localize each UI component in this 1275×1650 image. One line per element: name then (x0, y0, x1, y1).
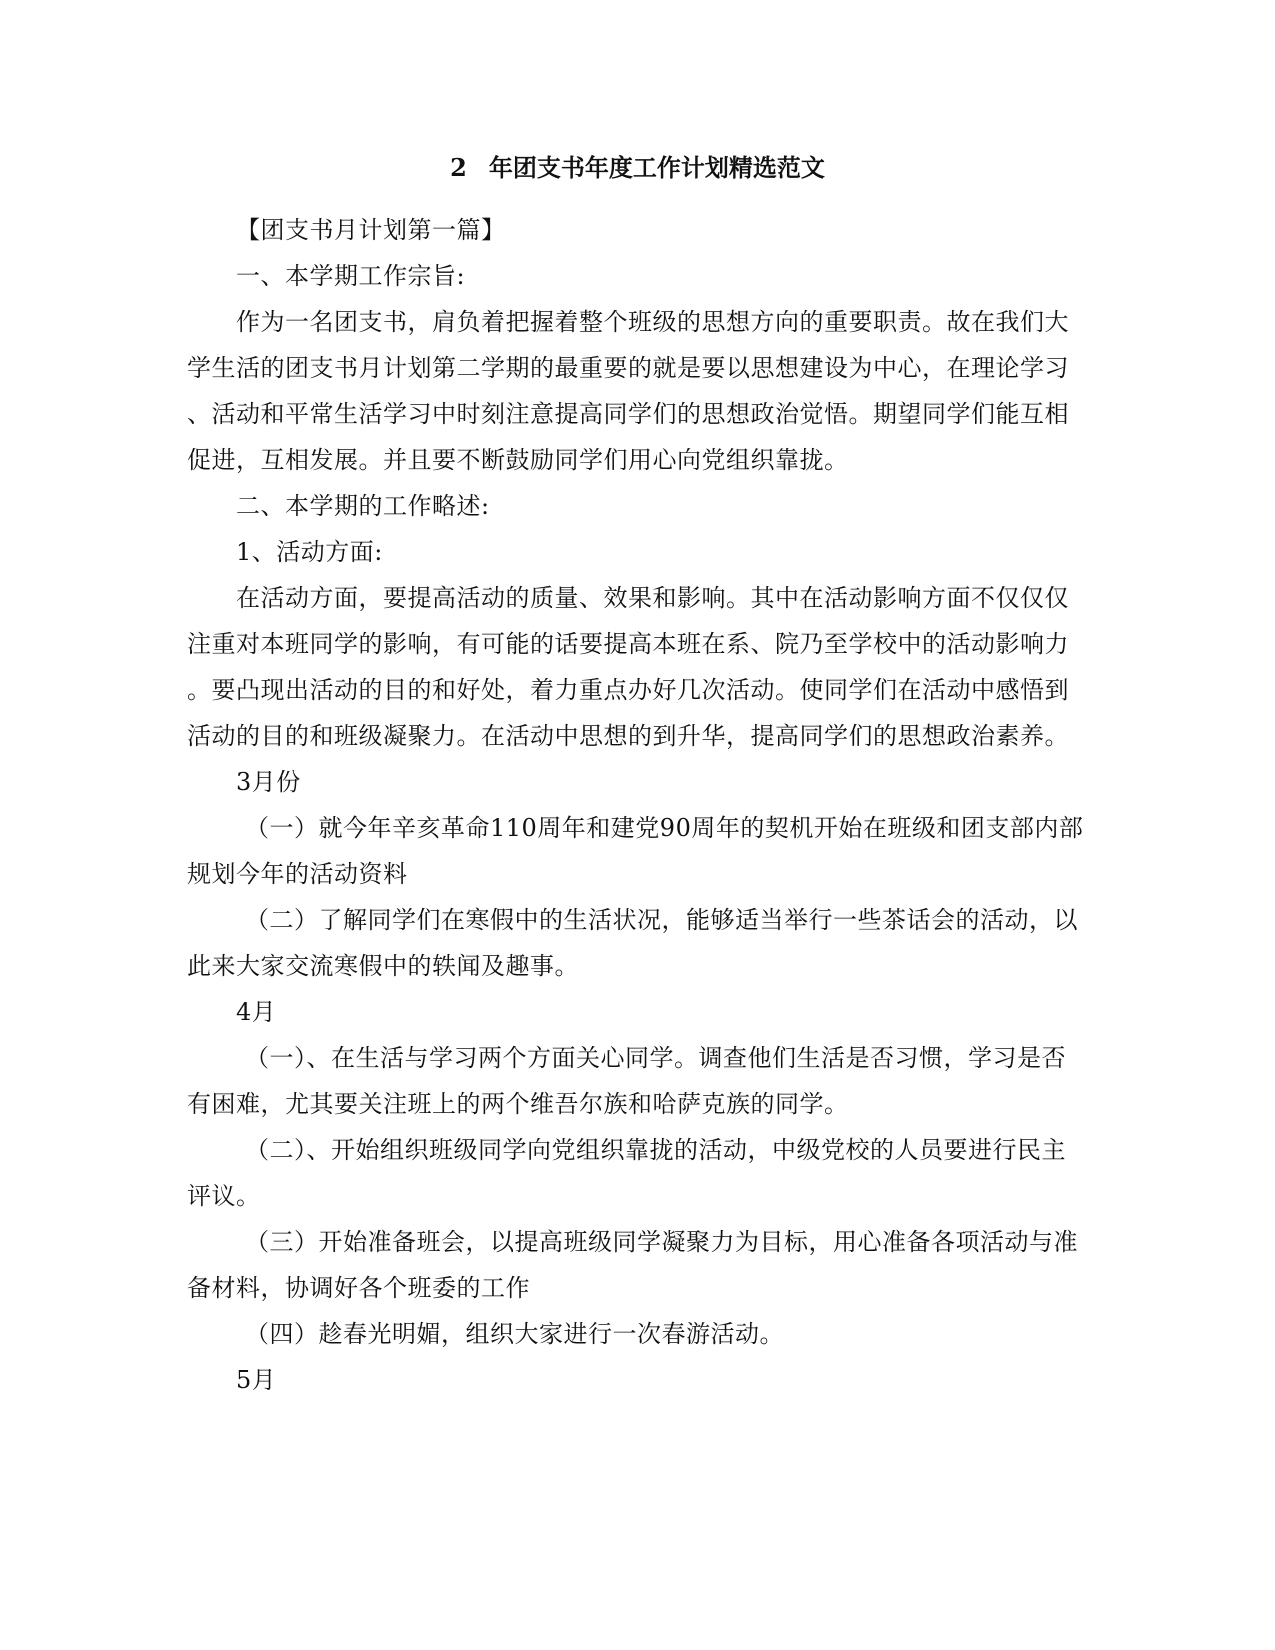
list-item-line: （二）了解同学们在寒假中的生活状况，能够适当举行一些茶话会的活动，以 (245, 906, 1078, 934)
list-item-line: 评议。 (187, 1182, 261, 1210)
paragraph-line: 活动的目的和班级凝聚力。在活动中思想的到升华，提高同学们的思想政治素养。 (187, 722, 1069, 750)
list-item-line: 有困难，尤其要关注班上的两个维吾尔族和哈萨克族的同学。 (187, 1090, 849, 1118)
month-heading-may: 5月 (236, 1366, 277, 1394)
list-item-line: （二）、开始组织班级同学向党组织靠拢的活动，中级党校的人员要进行民主 (245, 1136, 1066, 1164)
month-heading-march: 3月份 (236, 768, 301, 796)
list-item-line: 规划今年的活动资料 (187, 860, 408, 888)
list-item-line: （一）、在生活与学习两个方面关心同学。调查他们生活是否习惯，学习是否 (245, 1044, 1066, 1072)
paragraph-line: 促进，互相发展。并且要不断鼓励同学们用心向党组织靠拢。 (187, 446, 849, 474)
heading-purpose: 一、本学期工作宗旨: (236, 262, 466, 290)
list-item-line: （四）趁春光明媚，组织大家进行一次春游活动。 (245, 1320, 784, 1348)
paragraph-line: 、活动和平常生活学习中时刻注意提高同学们的思想政治觉悟。期望同学们能互相 (187, 400, 1069, 428)
paragraph-line: 。要凸现出活动的目的和好处，着力重点办好几次活动。使同学们在活动中感悟到 (187, 676, 1069, 704)
list-item-line: （一）就今年辛亥革命110周年和建党90周年的契机开始在班级和团支部内部 (245, 814, 1084, 842)
heading-overview: 二、本学期的工作略述: (236, 492, 490, 520)
paragraph-line: 在活动方面，要提高活动的质量、效果和影响。其中在活动影响方面不仅仅仅 (236, 584, 1069, 612)
title-text: 年团支书年度工作计划精选范文 (488, 153, 825, 182)
paragraph-line: 注重对本班同学的影响，有可能的话要提高本班在系、院乃至学校中的活动影响力 (187, 630, 1069, 658)
section-heading-first: 【团支书月计划第一篇】 (236, 216, 506, 244)
heading-activities: 1、活动方面: (236, 538, 383, 566)
list-item-line: 备材料，协调好各个班委的工作 (187, 1274, 530, 1302)
month-heading-april: 4月 (236, 998, 277, 1026)
paragraph-line: 学生活的团支书月计划第二学期的最重要的就是要以思想建设为中心，在理论学习 (187, 354, 1069, 382)
title-number: 2 (450, 153, 467, 182)
document-title (0, 148, 1275, 188)
paragraph-line: 作为一名团支书，肩负着把握着整个班级的思想方向的重要职责。故在我们大 (236, 308, 1069, 336)
list-item-line: （三）开始准备班会，以提高班级同学凝聚力为目标，用心准备各项活动与准 (245, 1228, 1078, 1256)
list-item-line: 此来大家交流寒假中的轶闻及趣事。 (187, 952, 579, 980)
